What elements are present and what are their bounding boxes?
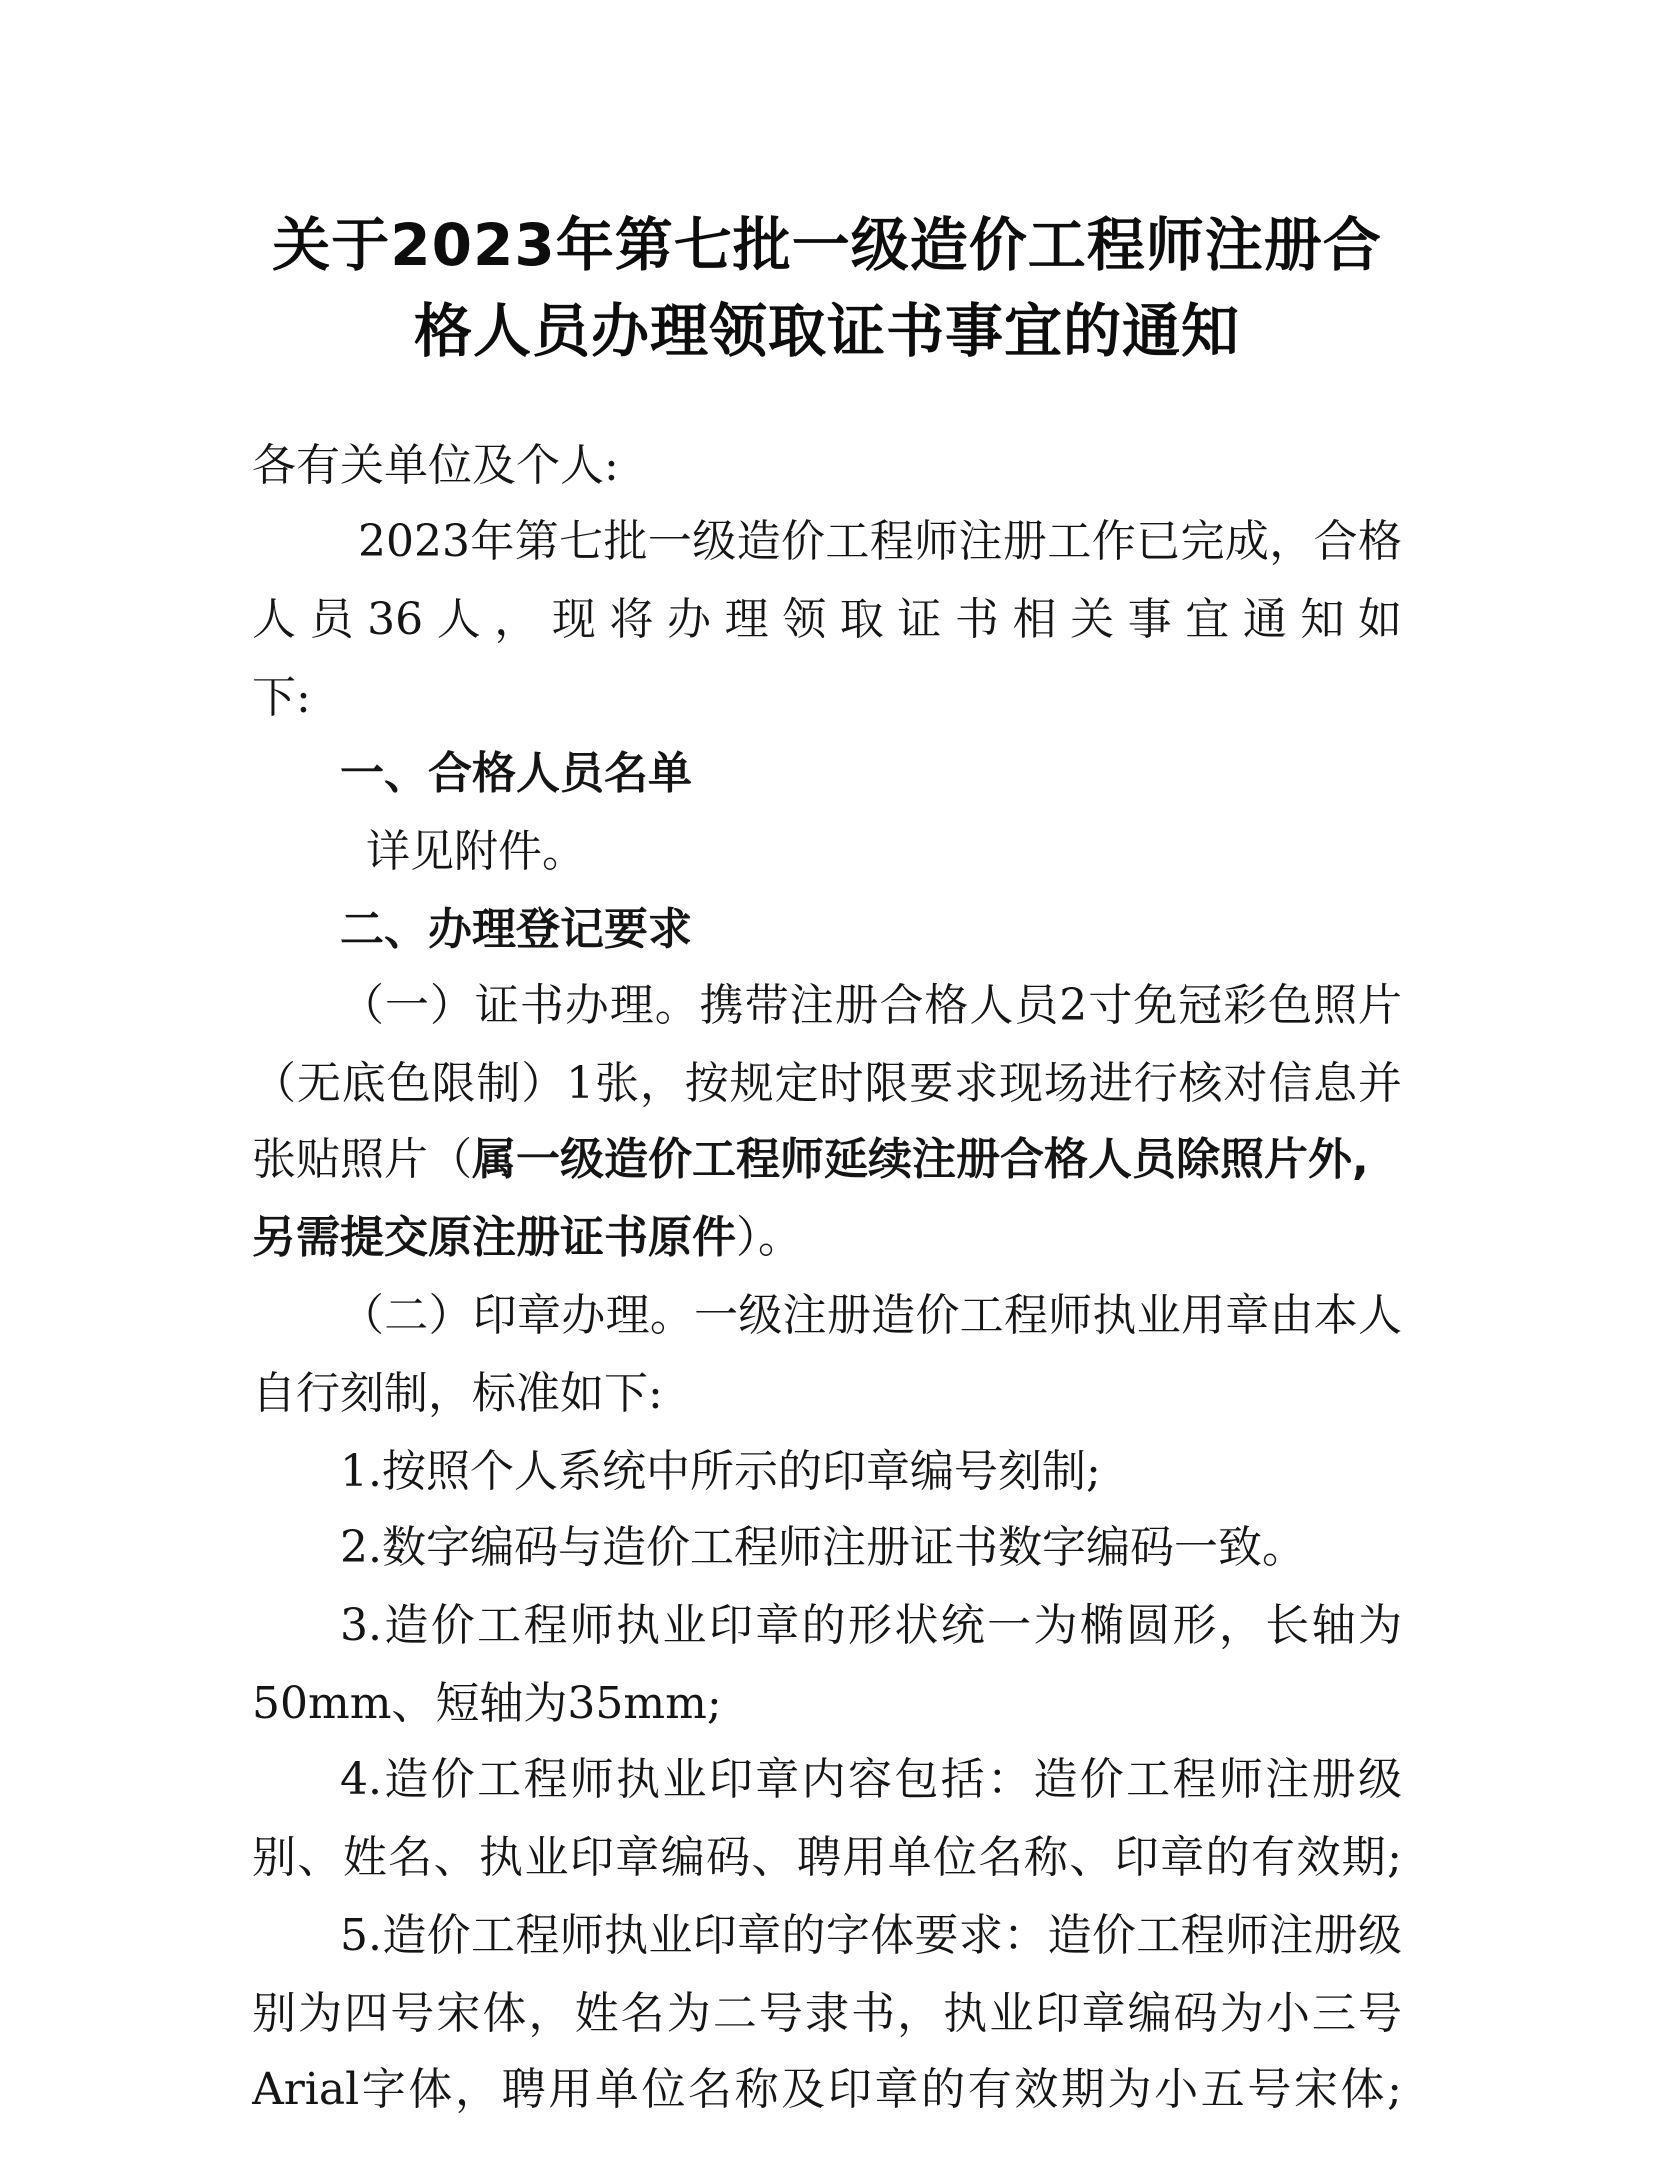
section-1-heading: 一、合格人员名单 xyxy=(340,748,692,799)
intro-line-1: 2023年第七批一级造价工程师注册工作已完成，合格 xyxy=(358,516,1402,567)
item-1-line-3 xyxy=(252,1130,1402,1190)
document-title-line-2: 格人员办理领取证书事宜的通知 xyxy=(413,297,1240,365)
intro-line-2: 人员36人，现将办理领取证书相关事宜通知如 xyxy=(252,594,1402,645)
salutation: 各有关单位及个人: xyxy=(252,440,619,491)
item-1-line-3-text: 张贴照片（ xyxy=(252,1134,472,1185)
item-1-line-4-bold: 另需提交原注册证书原件 xyxy=(252,1212,736,1263)
rule-5-line-2: 别为四号宋体，姓名为二号隶书，执业印章编码为小三号 xyxy=(252,1988,1402,2039)
rule-4-line-2: 别、姓名、执业印章编码、聘用单位名称、印章的有效期; xyxy=(252,1832,1402,1883)
rule-4-line-1: 4.造价工程师执业印章内容包括：造价工程师注册级 xyxy=(340,1754,1402,1805)
item-1-line-1: （一）证书办理。携带注册合格人员2寸免冠彩色照片 xyxy=(340,980,1402,1031)
rule-2: 2.数字编码与造价工程师注册证书数字编码一致。 xyxy=(340,1522,1306,1573)
document-title-line-1: 关于2023年第七批一级造价工程师注册合 xyxy=(272,211,1382,279)
rule-5-line-3: Arial字体，聘用单位名称及印章的有效期为小五号宋体; xyxy=(252,2064,1402,2115)
rule-3-line-2: 50mm、短轴为35mm; xyxy=(252,1678,722,1729)
rule-5-line-1: 5.造价工程师执业印章的字体要求：造价工程师注册级 xyxy=(340,1910,1402,1961)
rule-1: 1.按照个人系统中所示的印章编号刻制; xyxy=(340,1446,1101,1497)
section-1-text: 详见附件。 xyxy=(366,826,586,877)
item-1-line-4 xyxy=(252,1208,1402,1268)
item-2-line-2: 自行刻制，标准如下: xyxy=(252,1368,663,1419)
item-1-line-3-bold: 属一级造价工程师延续注册合格人员除照片外, xyxy=(472,1134,1369,1185)
item-2-line-1: （二）印章办理。一级注册造价工程师执业用章由本人 xyxy=(340,1290,1402,1341)
item-1-line-2: （无底色限制）1张，按规定时限要求现场进行核对信息并 xyxy=(252,1058,1402,1109)
intro-line-3: 下: xyxy=(252,672,311,723)
rule-3-line-1: 3.造价工程师执业印章的形状统一为椭圆形，长轴为 xyxy=(340,1600,1402,1651)
item-1-line-4-text: ）。 xyxy=(736,1212,802,1263)
section-2-heading: 二、办理登记要求 xyxy=(340,904,692,955)
